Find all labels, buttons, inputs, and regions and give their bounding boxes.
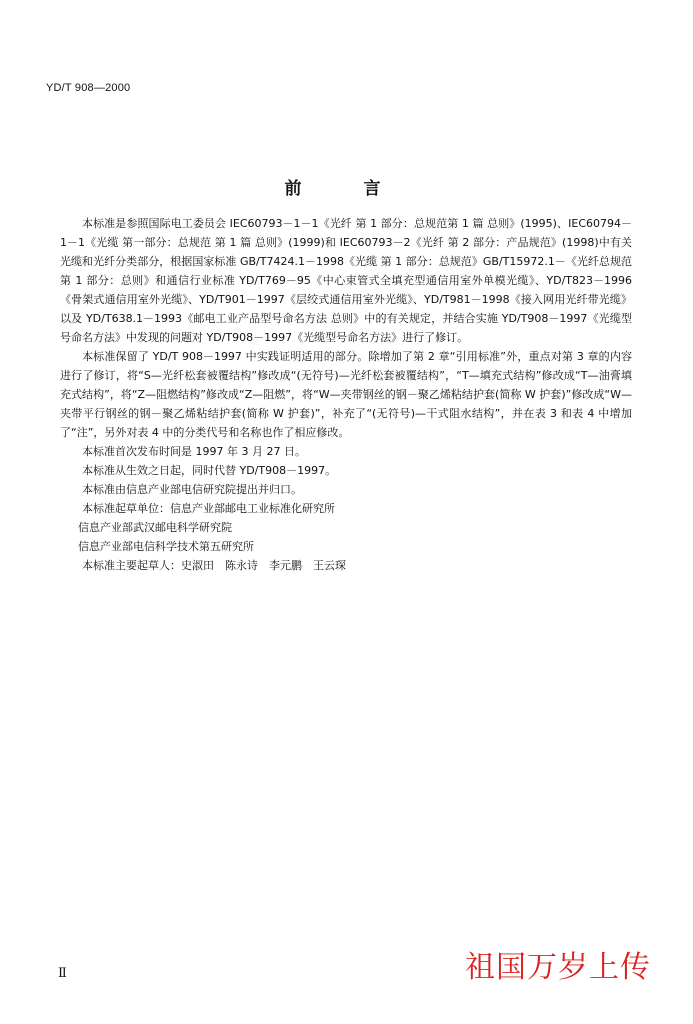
line-drafting-unit-3: 信息产业部电信科学技术第五研究所 bbox=[78, 540, 254, 553]
foreword-body bbox=[60, 214, 632, 575]
line-drafting-unit-2: 信息产业部武汉邮电科学研究院 bbox=[78, 521, 232, 534]
line-first-release: 本标准首次发布时间是 1997 年 3 月 27 日。 bbox=[82, 445, 306, 458]
page-title: 前 言 bbox=[284, 179, 409, 199]
line-proposed-by: 本标准由信息产业部电信研究院提出并归口。 bbox=[82, 483, 302, 496]
page-number: Ⅱ bbox=[58, 966, 67, 981]
standard-code: YD/T 908—2000 bbox=[46, 82, 131, 94]
line-drafters: 本标准主要起草人：史淑田 陈永诗 李元鹏 王云琛 bbox=[82, 559, 346, 572]
paragraph-1: 本标准是参照国际电工委员会 IEC60793－1－1《光纤 第 1 部分：总规范第 1 篇 总则》(1995)、IEC60794－1－1《光缆 第一部分：总规范 第 1 篇 总则》(1999)和 IEC60793－2《光纤 第 2 部分：产品规范》(1998)中有关光缆和光纤分类部分，根据国家标准 GB/T7424.1－1998《光缆 第 1 部分：总规范》GB/T15972.1－《光纤总规范 第 1 部分：总则》和通信行业标准 YD/T769－95《中心束管式全填充型通信用室外单模光缆》、YD/T823－1996《骨架式通信用室外光缆》、YD/T901－1997《层绞式通信用室外光缆》、YD/T981－1998《接入网用光纤带光缆》以及 YD/T638.1－1993《邮电工业产品型号命名方法 总则》中的有关规定，并结合实施 YD/T908－1997《光缆型号命名方法》中发现的问题对 YD/T908－1997《光缆型号命名方法》进行了修订。 bbox=[60, 217, 632, 344]
line-effective: 本标准从生效之日起，同时代替 YD/T908－1997。 bbox=[82, 464, 337, 477]
paragraph-2: 本标准保留了 YD/T 908－1997 中实践证明适用的部分。除增加了第 2 章“引用标准”外，重点对第 3 章的内容进行了修订，将“S—光纤松套被覆结构”修改成“(无符号)—光纤松套被覆结构”，“T—填充式结构”修改成“T—油膏填充式结构”，将“Z—阻燃结构”修改成“Z—阻燃”，将“W—夹带钢丝的钢－聚乙烯粘结护套(简称 W 护套)”修改成“W—夹带平行钢丝的钢－聚乙烯粘结护套(简称 W 护套)”，补充了“(无符号)—干式阻水结构”，并在表 3 和表 4 中增加了“注”，另外对表 4 中的分类代号和名称也作了相应修改。 bbox=[60, 350, 632, 439]
line-drafting-unit: 本标准起草单位：信息产业部邮电工业标准化研究所 bbox=[82, 502, 335, 515]
upload-watermark: 祖国万岁上传 bbox=[465, 950, 651, 985]
